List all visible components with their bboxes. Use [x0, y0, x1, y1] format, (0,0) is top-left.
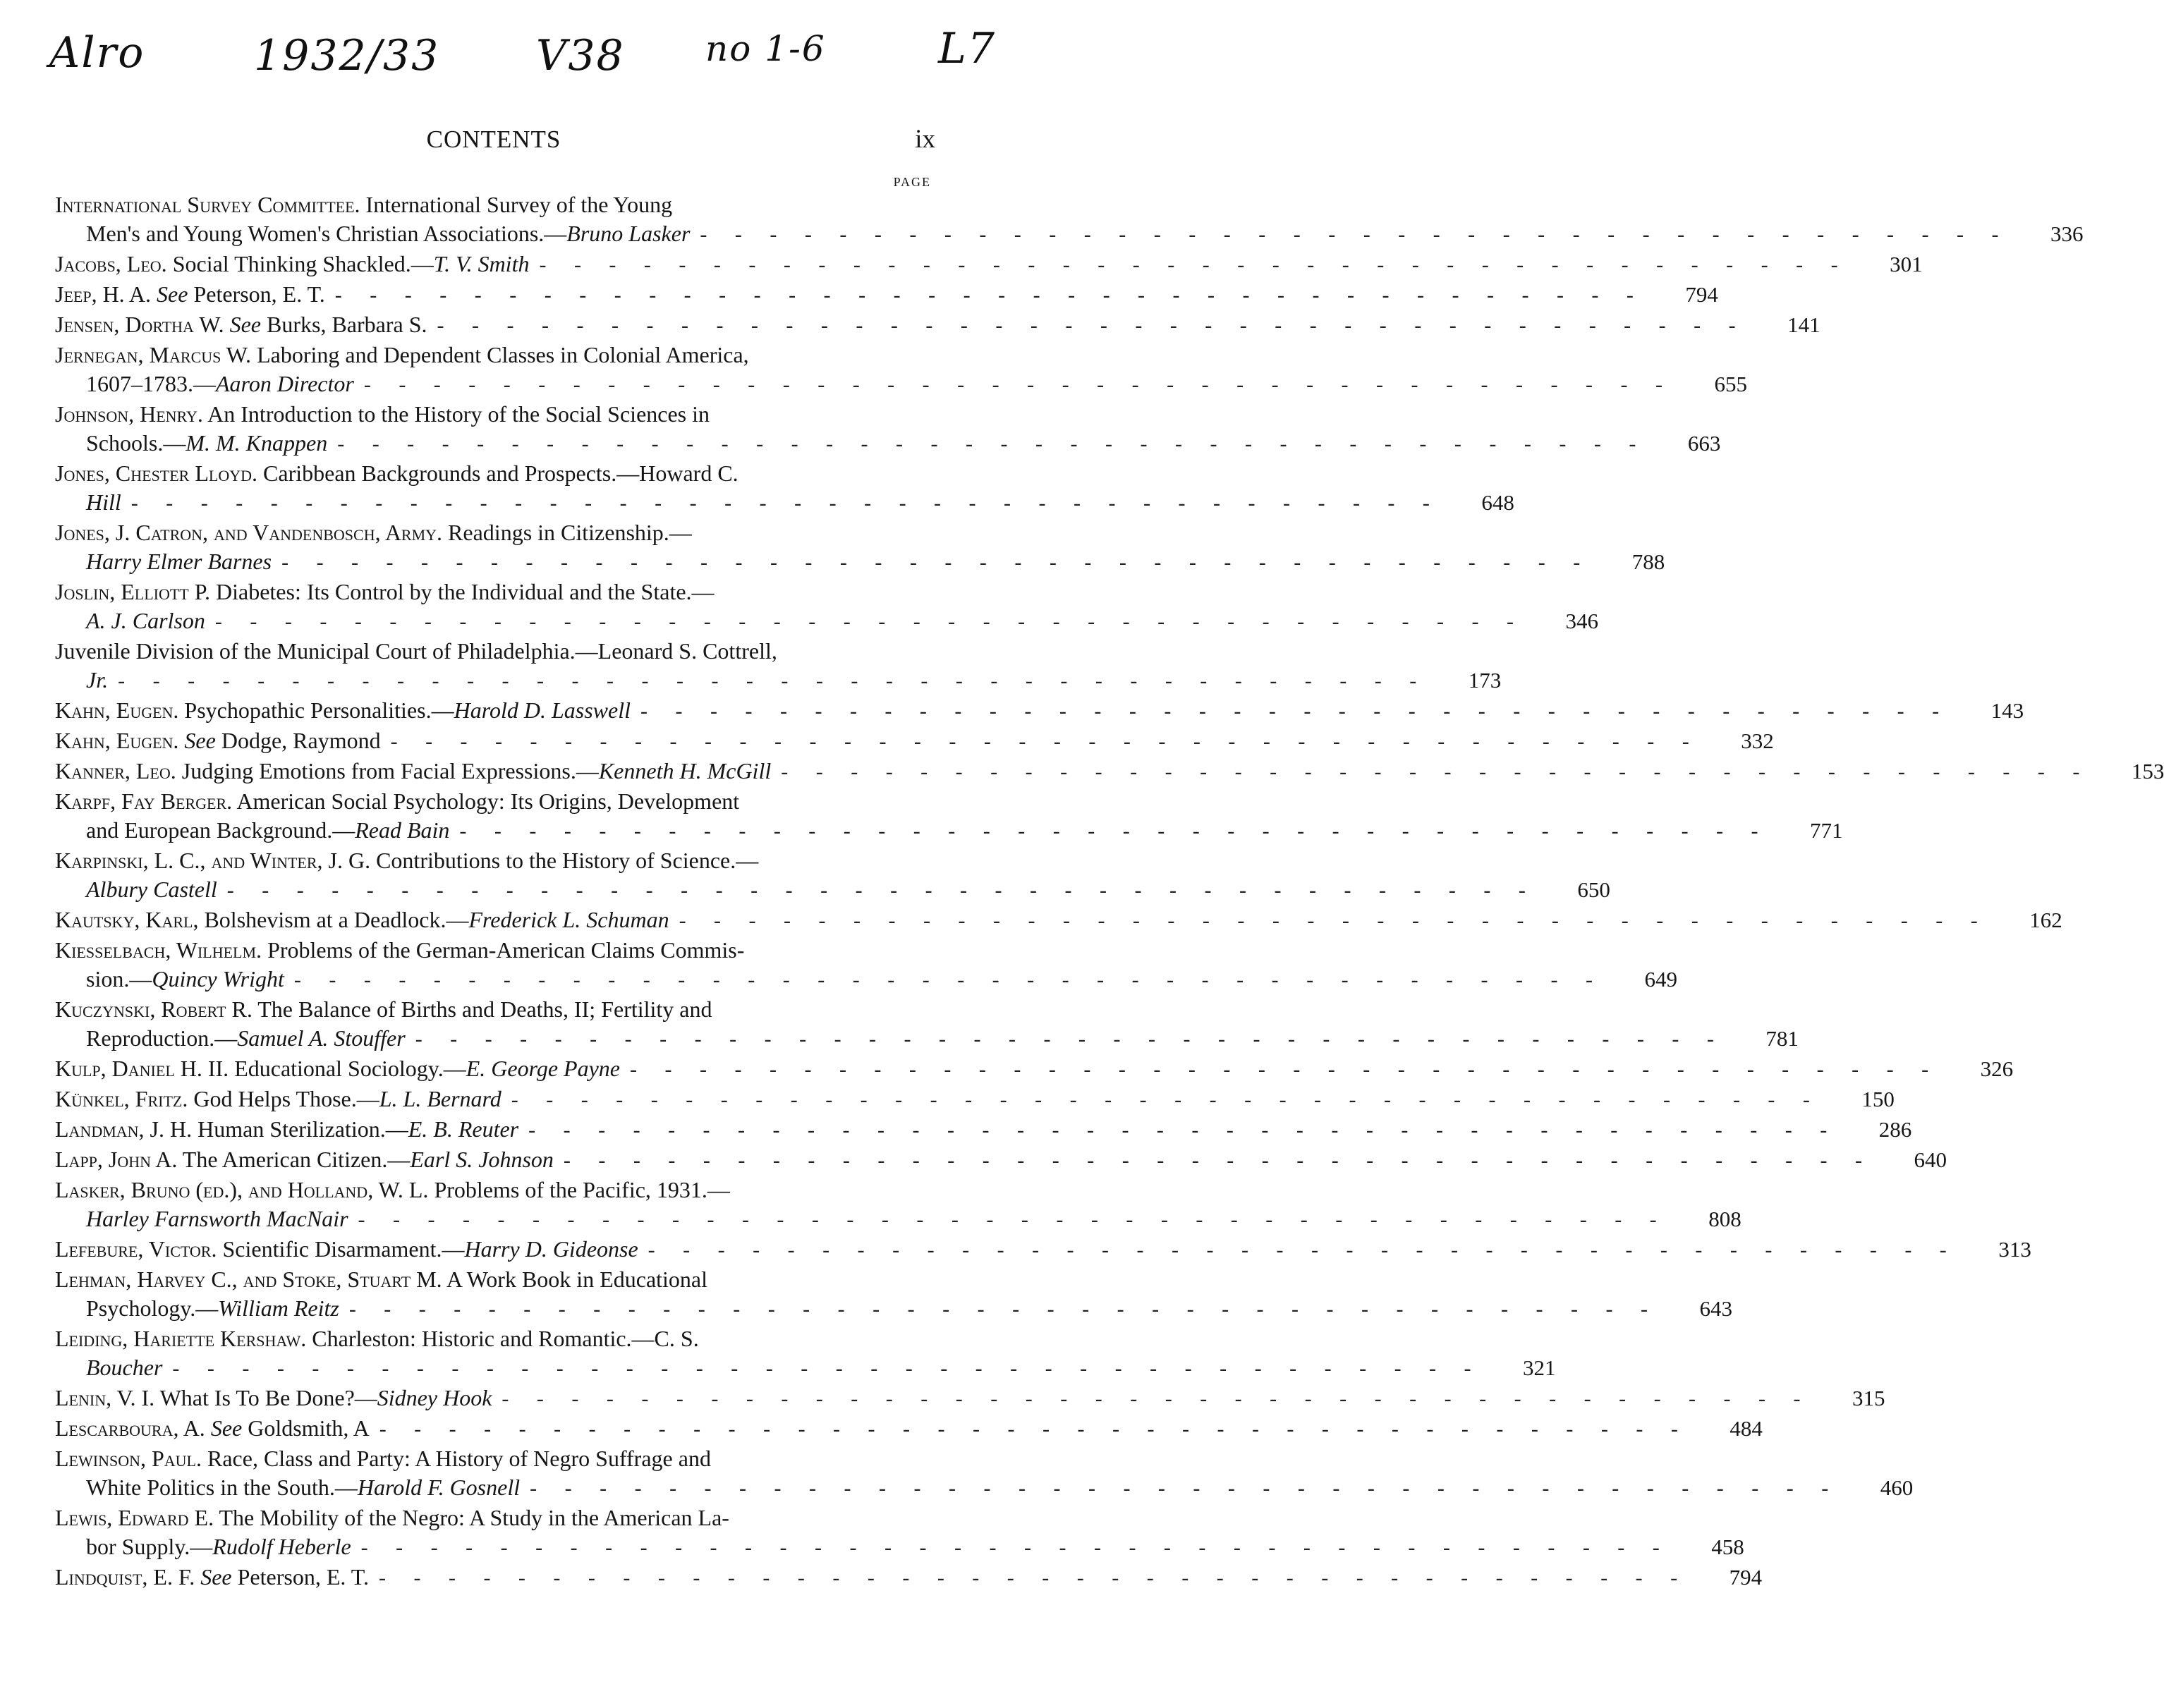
handwritten-mark: L7: [938, 24, 997, 73]
entry-author: Jacobs, Leo.: [55, 251, 167, 276]
entry-text: [86, 1473, 520, 1502]
contents-entry: [55, 1384, 1885, 1413]
page-ref: 301: [1890, 252, 1923, 276]
page-ref: 173: [1468, 668, 1502, 693]
entry-title: Human Sterilization.—: [192, 1116, 408, 1142]
handwritten-mark: V38: [536, 31, 625, 80]
page-ref: 649: [1644, 967, 1678, 992]
entry-line: [55, 696, 2024, 726]
page-ref: 336: [2050, 221, 2084, 246]
contents-entry: [55, 757, 2164, 786]
page-ref: 640: [1914, 1147, 1947, 1172]
contents-entry: [55, 637, 1502, 695]
contents-entry: [55, 787, 1843, 846]
entry-author: Joslin, Elliott P.: [55, 579, 210, 604]
entry-title: A Work Book in Educational: [442, 1267, 708, 1292]
dot-leader: - - - - - - - - - - - - - - - - - - - - - - - - - - - - - - - - - - - - - -: [363, 373, 1674, 396]
entry-title: Scientific Disarmament.—: [217, 1236, 465, 1262]
page-ref: 460: [1880, 1475, 1914, 1500]
page-column-label: PAGE: [893, 175, 931, 189]
entry-title-continued: and European Background.—: [86, 817, 355, 843]
entry-text: [86, 219, 690, 248]
page-ref: 788: [1631, 549, 1665, 574]
page-ref: 141: [1787, 312, 1820, 337]
dot-leader: - - - - - - - - - - - - - - - - - - - - - - - - - - - - - - - - - - - - - -: [118, 669, 1428, 693]
entry-reviewer: William Reitz: [218, 1295, 339, 1321]
contents-entry: [55, 1265, 1732, 1324]
entry-title-continued: sion.—: [86, 966, 152, 992]
page-number: ix: [915, 125, 935, 154]
contents-entry: [55, 1444, 1914, 1503]
entry-continuation-line: [55, 370, 1747, 399]
handwritten-mark: Alro: [49, 28, 145, 78]
dot-leader: - - - - - - - - - - - - - - - - - - - - - - - - - - - - - - - - - - - - - -: [334, 283, 1645, 307]
dot-leader: - - - - - - - - - - - - - - - - - - - - - - - - - - - - - - - - - - - - - -: [539, 253, 1849, 276]
entry-line: [55, 341, 931, 370]
contents-entry: [55, 1563, 1763, 1592]
page-ref: 794: [1685, 282, 1718, 307]
entry-author: Lasker, Bruno (ed.), and Holland, W. L.: [55, 1177, 429, 1202]
entry-title: Educational Sociology.—: [229, 1056, 466, 1081]
entry-title: Diabetes: Its Control by the Individual and the State.—: [210, 579, 715, 604]
entry-reviewer: Earl S. Johnson: [410, 1147, 554, 1172]
entry-line: [55, 995, 931, 1024]
entry-line: [55, 1054, 2014, 1084]
contents-entry: [55, 696, 2024, 726]
entry-title: Problems of the Pacific, 1931.—: [428, 1177, 730, 1202]
contents-entry: [55, 1085, 1895, 1114]
entry-author: Kiesselbach, Wilhelm.: [55, 937, 262, 963]
entry-line: [55, 1324, 931, 1353]
entry-reviewer: Harold D. Lasswell: [454, 697, 631, 723]
handwritten-mark: no 1-6: [705, 28, 826, 69]
entry-text: [55, 1115, 518, 1144]
dot-leader: - - - - - - - - - - - - - - - - - - - - - - - - - - - - - - - - - - - - - -: [679, 909, 1989, 932]
entry-title-continued: Men's and Young Women's Christian Associations.—: [86, 221, 567, 246]
contents-entry: [55, 1324, 1556, 1383]
page-ref: 162: [2029, 908, 2062, 932]
entry-line: [55, 1384, 1885, 1413]
entry-author: International Survey Committee.: [55, 192, 360, 217]
entry-reviewer: Bruno Lasker: [566, 221, 691, 246]
entry-continuation-line: [55, 1204, 1741, 1234]
page-ref: 643: [1699, 1296, 1732, 1321]
dot-leader: - - - - - - - - - - - - - - - - - - - - - - - - - - - - - - - - - - - - - -: [360, 1536, 1671, 1559]
dot-leader: - - - - - - - - - - - - - - - - - - - - - - - - - - - - - - - - - - - - - -: [226, 879, 1537, 902]
entry-title: Bolshevism at a Deadlock.—: [198, 907, 469, 932]
entry-title: The Mobility of the Negro: A Study in the American La-: [214, 1505, 729, 1530]
entry-title: Contributions to the History of Science.—: [370, 848, 759, 873]
contents-entry: [55, 726, 1774, 756]
entry-reviewer: E. B. Reuter: [408, 1116, 519, 1142]
page-ref: 650: [1577, 877, 1610, 902]
entry-author: Jones, J. Catron, and Vandenbosch, Army.: [55, 520, 443, 545]
entry-author: Jeep, H. A.: [55, 281, 152, 307]
entry-reviewer: Harold F. Gosnell: [357, 1475, 521, 1500]
entry-title: Readings in Citizenship.—: [442, 520, 692, 545]
entry-line: [55, 518, 931, 547]
entry-text: [55, 1414, 370, 1443]
entry-reviewer: T. V. Smith: [433, 251, 530, 276]
contents-entry: [55, 250, 1923, 279]
entry-title-continued: Reproduction.—: [86, 1025, 238, 1051]
entry-line: [55, 1503, 931, 1532]
entry-line: [55, 757, 2164, 786]
entry-title: Caribbean Backgrounds and Prospects.—Howard C.: [257, 460, 738, 486]
entry-text: [55, 757, 771, 786]
page-header: [56, 120, 935, 162]
entry-title: What Is To Be Done?—: [154, 1385, 377, 1410]
entry-text: [55, 905, 669, 934]
entry-text: [55, 310, 427, 339]
page-ref: 346: [1565, 609, 1599, 633]
contents-entry: [55, 1176, 1741, 1234]
entry-title: Judging Emotions from Facial Expressions.—: [176, 758, 599, 783]
page-ref: 313: [1998, 1237, 2031, 1262]
entry-reviewer: Sidney Hook: [377, 1385, 492, 1410]
entry-reviewer: Kenneth H. McGill: [598, 758, 772, 783]
entry-line: [55, 250, 1923, 279]
dot-leader: - - - - - - - - - - - - - - - - - - - - - - - - - - - - - - - - - - - - - -: [640, 700, 1951, 723]
entry-continuation-line: [55, 1024, 1799, 1054]
entry-title: Psychopathic Personalities.—: [178, 697, 454, 723]
running-title: CONTENTS: [426, 126, 561, 153]
page-ref: 143: [1990, 698, 2024, 723]
entry-title: Problems of the German-American Claims Commis-: [262, 937, 745, 963]
entry-reviewer: Rudolf Heberle: [212, 1534, 351, 1559]
entry-reviewer: E. George Payne: [466, 1056, 620, 1081]
entry-author: Kuczynski, Robert R.: [55, 996, 253, 1022]
contents-entry: [55, 846, 1610, 905]
contents-entry: [55, 400, 1721, 458]
entry-author: Künkel, Fritz.: [55, 1086, 188, 1111]
entry-line: [55, 190, 931, 219]
page-ref: 315: [1852, 1386, 1885, 1410]
entry-continuation-line: [55, 219, 2084, 249]
dot-leader: - - - - - - - - - - - - - - - - - - - - - - - - - - - - - - - - - - - - - -: [379, 1417, 1689, 1441]
entry-text: [86, 606, 205, 635]
dot-leader: - - - - - - - - - - - - - - - - - - - - - - - - - - - - - - - - - - - - - -: [530, 1477, 1840, 1500]
handwritten-shelf-marks: [0, 24, 1069, 106]
entry-title-continued: Schools.—: [86, 430, 186, 456]
entry-line: [55, 1265, 931, 1294]
entry-text: [86, 1204, 348, 1233]
entry-text: [55, 1145, 554, 1174]
entry-title-continued: White Politics in the South.—: [86, 1475, 358, 1500]
page-ref: 321: [1523, 1355, 1556, 1380]
entry-continuation-line: [55, 547, 1665, 577]
dot-leader: - - - - - - - - - - - - - - - - - - - - - - - - - - - - - - - - - - - - - -: [214, 610, 1526, 633]
page-ref: 484: [1730, 1416, 1763, 1441]
entry-line: [55, 400, 931, 429]
entry-line: [55, 936, 931, 965]
entry-title: Social Thinking Shackled.—: [166, 251, 434, 276]
entry-author: Lenin, V. I.: [55, 1385, 155, 1410]
entry-author: Lescarboura, A.: [55, 1415, 205, 1441]
entry-continuation-line: [55, 875, 1610, 905]
dot-leader: - - - - - - - - - - - - - - - - - - - - - - - - - - - - - - - - - - - - - -: [648, 1238, 1958, 1262]
entry-author: Jones, Chester Lloyd.: [55, 460, 258, 486]
dot-leader: - - - - - - - - - - - - - - - - - - - - - - - - - - - - - - - - - - - - - -: [390, 730, 1701, 753]
entry-author: Lewis, Edward E.: [55, 1505, 214, 1530]
entry-line: [55, 1145, 1947, 1175]
entry-line: [55, 459, 931, 488]
entry-reviewer: L. L. Bernard: [379, 1086, 502, 1111]
entry-reviewer: Aaron Director: [216, 371, 354, 396]
entry-line: [55, 787, 931, 816]
entry-line: [55, 726, 1774, 756]
entry-text: [86, 429, 327, 458]
entry-author: Kahn, Eugen.: [55, 728, 179, 753]
contents-entry: [55, 459, 1514, 518]
contents-entry: [55, 1115, 1912, 1145]
page-ref: 781: [1765, 1026, 1799, 1051]
entry-continuation-line: [55, 1353, 1556, 1383]
page-ref: 332: [1741, 728, 1774, 753]
page-ref: 655: [1714, 372, 1747, 396]
entry-title: Dodge, Raymond: [215, 728, 381, 753]
contents-entry: [55, 1503, 1744, 1562]
entry-continuation-line: [55, 606, 1599, 636]
entry-text: [86, 816, 449, 845]
entry-author: Johnson, Henry.: [55, 401, 203, 427]
entry-continuation-line: [55, 429, 1721, 458]
entry-reviewer: Read Bain: [355, 817, 450, 843]
entry-title: Charleston: Historic and Romantic.—C. S.: [306, 1326, 699, 1351]
page-ref: 648: [1481, 490, 1514, 515]
entry-line: [55, 310, 1820, 340]
contents-entry: [55, 905, 2062, 935]
see-reference: See: [178, 728, 216, 753]
entry-text: [86, 666, 108, 695]
entry-continuation-line: [55, 816, 1843, 846]
entry-text: [86, 488, 121, 517]
entry-reviewer: Boucher: [86, 1355, 163, 1380]
handwritten-mark: 1932/33: [254, 31, 440, 80]
entry-author: Lindquist, E. F.: [55, 1564, 195, 1590]
page-ref: 286: [1878, 1117, 1912, 1142]
entry-author: Karpf, Fay Berger.: [55, 788, 233, 814]
dot-leader: - - - - - - - - - - - - - - - - - - - - - - - - - - - - - - - - - - - - - -: [130, 492, 1441, 515]
contents-entry: [55, 578, 1599, 636]
entry-text: [86, 965, 284, 994]
entry-author: Lehman, Harvey C., and Stoke, Stuart M.: [55, 1267, 442, 1292]
dot-leader: - - - - - - - - - - - - - - - - - - - - - - - - - - - - - - - - - - - - - -: [172, 1357, 1483, 1380]
dot-leader: - - - - - - - - - - - - - - - - - - - - - - - - - - - - - - - - - - - - - -: [511, 1088, 1821, 1111]
contents-entry: [55, 1414, 1763, 1444]
entry-continuation-line: [55, 488, 1514, 518]
page-ref: 153: [2131, 759, 2164, 783]
contents-entry: [55, 310, 1820, 340]
entry-title: Peterson, E. T.: [188, 281, 325, 307]
entry-text: [86, 547, 272, 576]
entry-text: [86, 370, 354, 398]
entry-text: [86, 875, 217, 904]
entry-reviewer: M. M. Knappen: [186, 430, 328, 456]
entry-title: International Survey of the Young: [360, 192, 673, 217]
entry-title: Race, Class and Party: A History of Negro Suffrage and: [202, 1446, 711, 1471]
see-reference: See: [151, 281, 188, 307]
entry-author: Lefebure, Victor.: [55, 1236, 217, 1262]
entry-reviewer: Harley Farnsworth MacNair: [86, 1206, 348, 1231]
page-ref: 150: [1861, 1087, 1895, 1111]
entry-line: [55, 578, 931, 606]
entry-title: The American Citizen.—: [177, 1147, 411, 1172]
entry-reviewer: Jr.: [86, 667, 109, 693]
contents-entry: [55, 341, 1747, 399]
page-ref: 663: [1687, 431, 1721, 456]
entry-title: Peterson, E. T.: [231, 1564, 369, 1590]
dot-leader: - - - - - - - - - - - - - - - - - - - - - - - - - - - - - - - - - - - - - -: [337, 432, 1648, 456]
dot-leader: - - - - - - - - - - - - - - - - - - - - - - - - - - - - - - - - - - - - - -: [415, 1027, 1725, 1051]
contents-entry: [55, 280, 1718, 310]
entry-reviewer: Frederick L. Schuman: [468, 907, 669, 932]
entry-line: [55, 1563, 1763, 1592]
page-ref: 326: [1980, 1056, 2014, 1081]
dot-leader: - - - - - - - - - - - - - - - - - - - - - - - - - - - - - - - - - - - - - -: [348, 1298, 1659, 1321]
dot-leader: - - - - - - - - - - - - - - - - - - - - - - - - - - - - - - - - - - - - - -: [700, 223, 2010, 246]
entry-text: [86, 1353, 162, 1382]
entry-line: [55, 1176, 931, 1204]
entry-line: [55, 280, 1718, 310]
entry-title: Juvenile Division of the Municipal Court of Philadelphia.—Leonard S. Cottrell,: [55, 638, 777, 664]
contents-entry: [55, 518, 1665, 577]
entry-title: The Balance of Births and Deaths, II; Fertility and: [252, 996, 712, 1022]
entry-text: [55, 1235, 638, 1264]
entry-author: Lewinson, Paul.: [55, 1446, 202, 1471]
entry-title-continued: 1607–1783.—: [86, 371, 216, 396]
entry-author: Leiding, Hariette Kershaw.: [55, 1326, 307, 1351]
dot-leader: - - - - - - - - - - - - - - - - - - - - - - - - - - - - - - - - - - - - - -: [459, 819, 1770, 843]
entry-text: [86, 1532, 351, 1561]
dot-leader: - - - - - - - - - - - - - - - - - - - - - - - - - - - - - - - - - - - - - -: [528, 1118, 1839, 1142]
entry-author: Kahn, Eugen.: [55, 697, 179, 723]
page-ref: 794: [1729, 1565, 1763, 1590]
entry-text: [55, 1384, 492, 1413]
entry-title: Goldsmith, A: [242, 1415, 370, 1441]
entry-author: Jernegan, Marcus W.: [55, 342, 252, 367]
entry-line: [55, 905, 2062, 935]
contents-entry: [55, 936, 1678, 994]
contents-entry: [55, 190, 2084, 249]
entry-text: [55, 726, 381, 755]
entry-text: [55, 1563, 369, 1592]
entry-text: [55, 280, 325, 309]
entry-reviewer: A. J. Carlson: [86, 608, 205, 633]
entry-text: [55, 250, 529, 279]
dot-leader: - - - - - - - - - - - - - - - - - - - - - - - - - - - - - - - - - - - - - -: [563, 1149, 1874, 1172]
page-ref: 458: [1711, 1535, 1744, 1559]
see-reference: See: [195, 1564, 232, 1590]
page-ref: 771: [1810, 818, 1843, 843]
entry-text: [55, 1085, 502, 1114]
dot-leader: - - - - - - - - - - - - - - - - - - - - - - - - - - - - - - - - - - - - - -: [358, 1208, 1668, 1231]
entry-line: [55, 1235, 2031, 1264]
entry-continuation-line: [55, 1532, 1744, 1562]
entry-text: [55, 696, 631, 725]
entry-continuation-line: [55, 1294, 1732, 1324]
dot-leader: - - - - - - - - - - - - - - - - - - - - - - - - - - - - - - - - - - - - - -: [437, 314, 1747, 337]
dot-leader: - - - - - - - - - - - - - - - - - - - - - - - - - - - - - - - - - - - - - -: [378, 1566, 1689, 1590]
entry-line: [55, 846, 931, 875]
entry-title: American Social Psychology: Its Origins, Development: [232, 788, 740, 814]
contents-entry: [55, 1235, 2031, 1264]
entry-author: Kautsky, Karl,: [55, 907, 199, 932]
entry-author: Karpinski, L. C., and Winter, J. G.: [55, 848, 371, 873]
entry-line: [55, 637, 931, 666]
entry-title: God Helps Those.—: [188, 1086, 379, 1111]
entry-author: Lapp, John A.: [55, 1147, 178, 1172]
contents-entry: [55, 995, 1799, 1054]
entry-continuation-line: [55, 666, 1502, 695]
entry-line: [55, 1444, 931, 1473]
entry-title: An Introduction to the History of the Social Sciences in: [202, 401, 710, 427]
entry-author: Landman, J. H.: [55, 1116, 193, 1142]
entry-author: Jensen, Dortha W.: [55, 312, 224, 337]
entry-reviewer: Quincy Wright: [152, 966, 284, 992]
entry-reviewer: Albury Castell: [86, 877, 217, 902]
entry-continuation-line: [55, 1473, 1914, 1503]
entry-text: [86, 1294, 339, 1323]
dot-leader: - - - - - - - - - - - - - - - - - - - - - - - - - - - - - - - - - - - - - -: [502, 1387, 1812, 1410]
entry-author: Kulp, Daniel H. II.: [55, 1056, 229, 1081]
entry-title: Burks, Barbara S.: [261, 312, 427, 337]
dot-leader: - - - - - - - - - - - - - - - - - - - - - - - - - - - - - - - - - - - - - -: [781, 760, 2091, 783]
entry-text: [55, 1054, 620, 1083]
entry-reviewer: Hill: [86, 489, 121, 515]
entry-reviewer: Samuel A. Stouffer: [237, 1025, 406, 1051]
entry-title: Laboring and Dependent Classes in Colonial America,: [251, 342, 749, 367]
entry-title-continued: Psychology.—: [86, 1295, 219, 1321]
entry-title-continued: bor Supply.—: [86, 1534, 213, 1559]
see-reference: See: [224, 312, 261, 337]
entry-text: [86, 1024, 406, 1053]
contents-entry: [55, 1054, 2014, 1084]
dot-leader: - - - - - - - - - - - - - - - - - - - - - - - - - - - - - - - - - - - - - -: [293, 968, 1605, 992]
entry-line: [55, 1085, 1895, 1114]
entry-line: [55, 1414, 1763, 1444]
entry-author: Kanner, Leo.: [55, 758, 176, 783]
entry-reviewer: Harry D. Gideonse: [464, 1236, 638, 1262]
see-reference: See: [205, 1415, 243, 1441]
dot-leader: - - - - - - - - - - - - - - - - - - - - - - - - - - - - - - - - - - - - - -: [281, 551, 1592, 574]
entry-reviewer: Harry Elmer Barnes: [86, 549, 272, 574]
entry-continuation-line: [55, 965, 1678, 994]
dot-leader: - - - - - - - - - - - - - - - - - - - - - - - - - - - - - - - - - - - - - -: [630, 1058, 1940, 1081]
contents-entry: [55, 1145, 1947, 1175]
page-ref: 808: [1708, 1207, 1741, 1231]
contents-list: [55, 190, 2164, 1593]
entry-line: [55, 1115, 1912, 1145]
